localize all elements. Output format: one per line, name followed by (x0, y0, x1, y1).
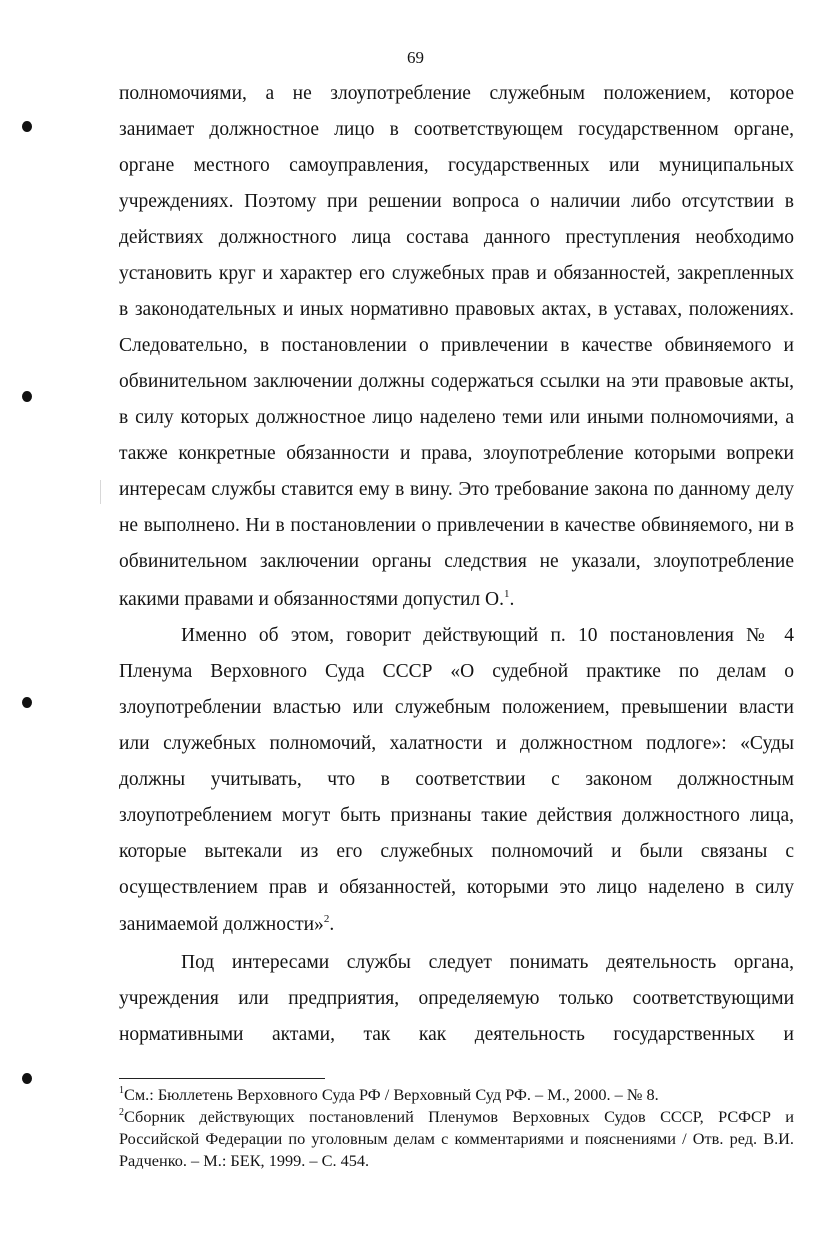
punch-hole-icon (22, 1073, 32, 1084)
text-line: органе местного самоуправления, государственных или муниципальных (119, 155, 794, 176)
page-number: 69 (407, 48, 424, 67)
punch-hole-icon (22, 697, 32, 708)
text-line: полномочиями, а не злоупотребление служебным положением, которое (119, 83, 794, 104)
footnote-line: $^2$Сборник действующих постановлений Пленумов Верховных Судов СССР, РСФСР и (119, 1107, 794, 1126)
text-line: также конкретные обязанности и права, злоупотребление которыми вопреки (119, 443, 794, 464)
footnote-ref: 2 (323, 913, 330, 925)
text-line: в законодательных и иных нормативно правовых актах, в уставах, положениях. (119, 299, 794, 320)
text-line: которые вытекали из его служебных полномочий и были связаны с (119, 841, 794, 862)
footnote-number: 2 (119, 1107, 124, 1118)
text-line: действиях должностного лица состава данного преступления необходимо (119, 227, 794, 248)
text-line: какими правами и обязанностями допустил О.$^1$. (119, 588, 515, 610)
text-line: учреждениях. Поэтому при решении вопроса о наличии либо отсутствии в (119, 191, 794, 212)
text-line: обвинительном заключении органы следствия не указали, злоупотребление (119, 551, 794, 572)
text-line: Пленума Верховного Суда СССР «О судебной практике по делам о (119, 661, 794, 682)
footnote-line: Российской Федерации по уголовным делам с комментариями и пояснениями / Отв. ред. В.И. (119, 1129, 794, 1148)
text-line: учреждения или предприятия, определяемую только соответствующими (119, 988, 794, 1009)
text-line: должны учитывать, что в соответствии с законом должностным (119, 769, 794, 790)
text-line: злоупотреблением могут быть признаны такие действия должностного лица, (119, 805, 794, 826)
text-line: в силу которых должностное лицо наделено теми или иными полномочиями, а (119, 407, 794, 428)
text-line: Следовательно, в постановлении о привлечении в качестве обвиняемого и (119, 335, 794, 356)
text-line: Именно об этом, говорит действующий п. 10 постановления № 4 (181, 625, 794, 646)
punch-hole-icon (22, 121, 32, 132)
text-line: интересам службы ставится ему в вину. Это требование закона по данному делу (119, 479, 794, 500)
footnote-ref: 1 (504, 588, 510, 600)
text-line: не выполнено. Ни в постановлении о привлечении в качестве обвиняемого, ни в (119, 515, 794, 536)
punch-hole-icon (22, 391, 32, 402)
text-line: обвинительном заключении должны содержаться ссылки на эти правовые акты, (119, 371, 794, 392)
footnote-divider (119, 1078, 325, 1079)
text-line: занимаемой должности»$^2$. (119, 913, 335, 935)
text-line: злоупотреблении властью или служебным положением, превышении власти (119, 697, 794, 718)
text-line: Под интересами службы следует понимать деятельность органа, (181, 952, 794, 973)
footnote-line: Радченко. – М.: БЕК, 1999. – С. 454. (119, 1151, 370, 1170)
footnote-line: $^1$См.: Бюллетень Верховного Суда РФ / Верховный Суд РФ. – М., 2000. – № 8. (119, 1085, 659, 1104)
text-line: занимает должностное лицо в соответствующем государственном органе, (119, 119, 794, 140)
footnote-number: 1 (119, 1085, 124, 1096)
text-line: или служебных полномочий, халатности и должностном подлоге»: «Суды (119, 733, 794, 754)
scan-mark (100, 480, 101, 504)
text-line: установить круг и характер его служебных прав и обязанностей, закрепленных (119, 263, 794, 284)
text-line: нормативными актами, так как деятельность государственных и (119, 1024, 794, 1045)
text-line: осуществлением прав и обязанностей, которыми это лицо наделено в силу (119, 877, 794, 898)
